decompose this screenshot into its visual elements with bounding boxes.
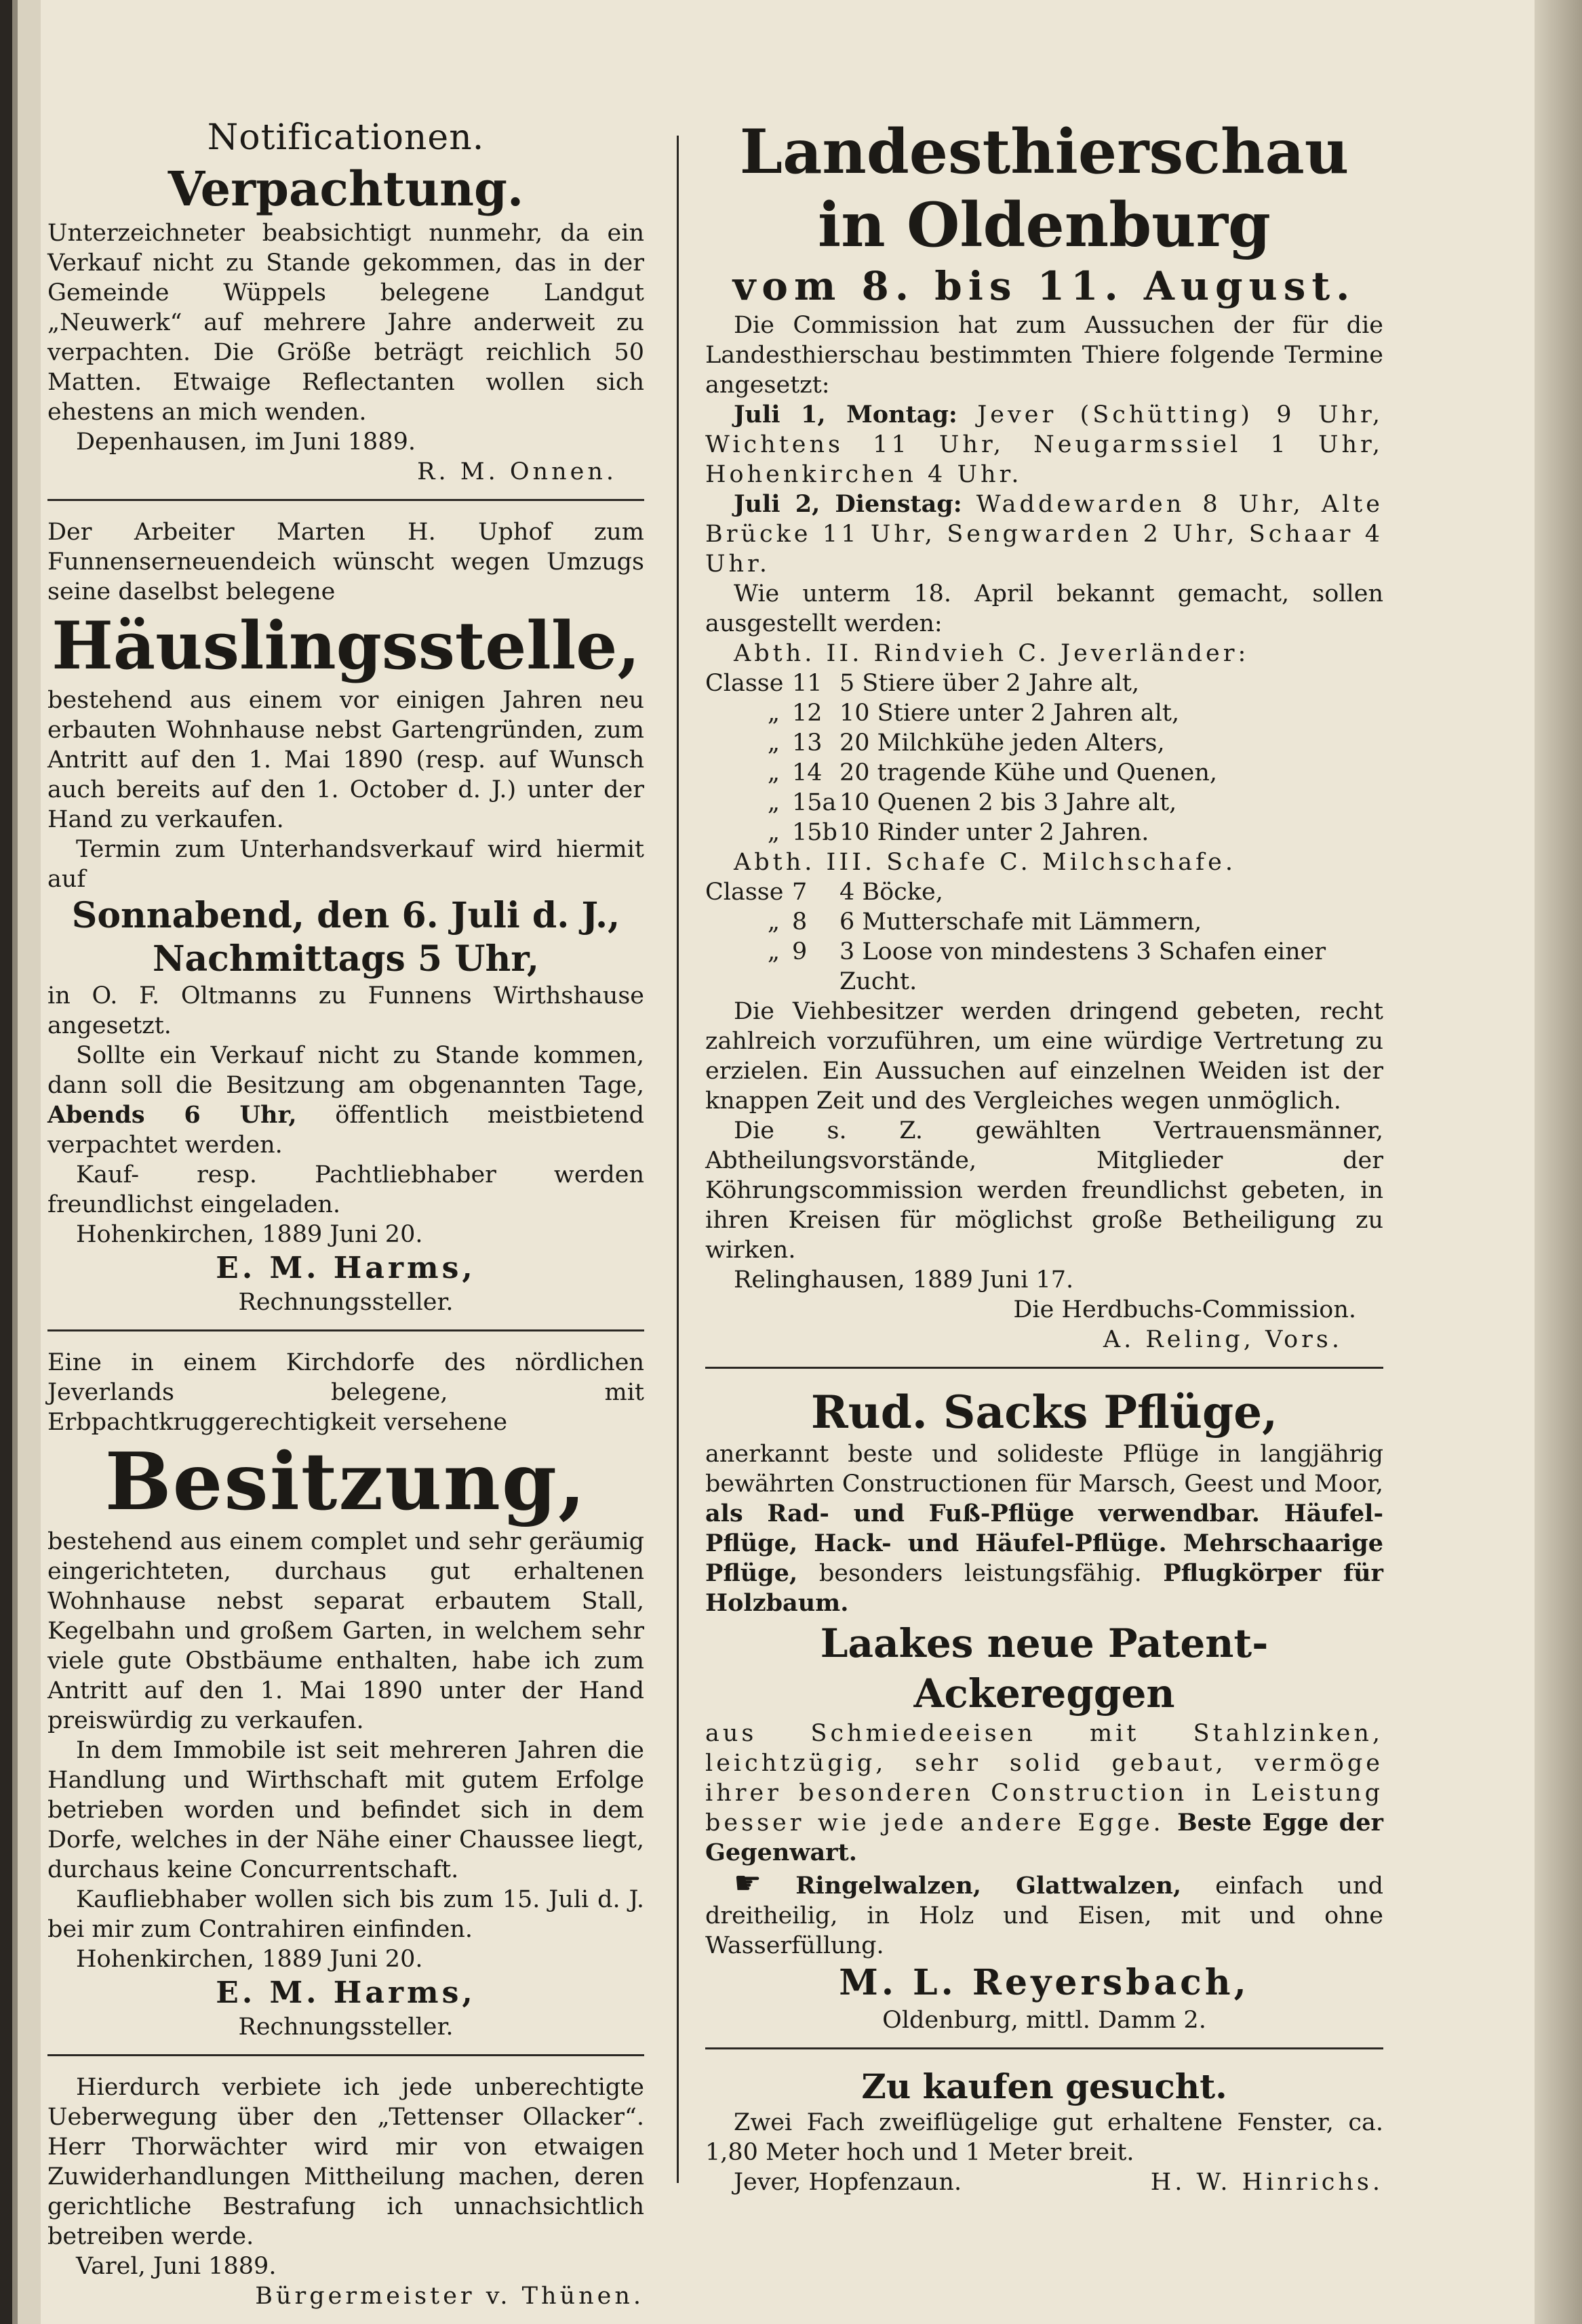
class-row xyxy=(705,728,1383,758)
ad-dates: vom 8. bis 11. August. xyxy=(732,263,1356,309)
divider xyxy=(47,1329,644,1331)
ad-zu-kaufen xyxy=(705,2066,1383,2197)
place-date: Hohenkirchen, 1889 Juni 20. xyxy=(76,1946,423,1973)
text-run-bold: Beste Egge der Gegenwart. xyxy=(705,1809,1383,1866)
ad-body-2: In dem Immobile ist seit mehreren Jahren die Handlung und Wirthschaft mit gutem Erfolge betrieben worden und befindet sich in dem Dorfe, welches in der Nähe einer Chaussee liegt, durchaus keine Concurrentschaft. xyxy=(47,1737,644,1883)
text-run: aus Schmiedeeisen mit Stahlzinken, leichtzügig, sehr solid gebaut, vermöge ihrer besonderen Construction in Leistung besser wie jede andere Egge. xyxy=(705,1720,1383,1837)
class-row xyxy=(705,877,1383,907)
class-pre: „ xyxy=(767,819,780,846)
class-num: 8 xyxy=(792,908,808,936)
class-text: 6 Mutterschafe mit Lämmern, xyxy=(839,908,1202,936)
ad-body-2 xyxy=(705,1719,1383,1868)
signature: E. M. Harms, xyxy=(216,1976,476,2010)
class-row xyxy=(705,818,1383,847)
class-text: 5 Stiere über 2 Jahre alt, xyxy=(839,670,1140,697)
address: Oldenburg, mittl. Damm 2. xyxy=(882,2007,1206,2034)
class-text: 3 Loose von mindestens 3 Schafen einer Zucht. xyxy=(839,938,1326,995)
ad-title-2: Laakes neue Patent-Ackereggen xyxy=(820,1620,1269,1717)
divider xyxy=(47,2054,644,2056)
class-pre: „ xyxy=(767,789,780,816)
text-run-bold: Ringelwalzen, Glattwalzen, xyxy=(795,1872,1182,1900)
signature: H. W. Hinrichs. xyxy=(1150,2169,1383,2196)
class-row xyxy=(705,788,1383,818)
ad-paragraph: Die Viehbesitzer werden dringend gebeten, recht zahlreich vorzuführen, um eine würdige Vertretung zu erzielen. Ein Aussuchen auf einzelnen Weiden ist der knappen Zeit und des Vergleiches wegen unmöglich. xyxy=(705,998,1383,1115)
signature: M. L. Reyersbach, xyxy=(839,1962,1250,2003)
ad-termin: Termin zum Unterhandsverkauf wird hiermit auf xyxy=(47,836,644,893)
class-text: 10 Quenen 2 bis 3 Jahre alt, xyxy=(839,789,1177,816)
class-pre: „ xyxy=(767,729,780,757)
ad-invite: Kauf- resp. Pachtliebhaber werden freundlichst eingeladen. xyxy=(47,1161,644,1218)
text-run-bold: als Rad- und Fuß-Pflüge verwendbar. Häufel-Pflüge, Hack- und Häufel-Pflüge. Mehrschaarige Pflüge, xyxy=(705,1500,1383,1587)
ad-sacks-pfluege xyxy=(705,1385,1383,2035)
ad-title: Rud. Sacks Pflüge, xyxy=(810,1386,1278,1439)
ad-landesthierschau xyxy=(705,115,1383,1355)
class-text: 4 Böcke, xyxy=(839,879,943,906)
signer-role: Rechnungssteller. xyxy=(238,2014,454,2041)
ad-body: bestehend aus einem complet und sehr geräumig eingerichteten, durchaus gut erhaltenen Wohnhause nebst separat erbautem Stall, Kegelbahn und großem Garten, in welchem sehr viele gute Obstbäume enthalten, habe ich zum Antritt auf den 1. Mai 1890 unter der Hand preiswürdig zu verkaufen. xyxy=(47,1528,644,1734)
signature: E. M. Harms, xyxy=(216,1251,476,1285)
ad-verpachtung xyxy=(47,115,644,487)
ad-intro: Die Commission hat zum Aussuchen der für die Landesthierschau bestimmten Thiere folgende Termine angesetzt: xyxy=(705,312,1383,399)
right-column xyxy=(705,115,1383,2197)
class-list-3 xyxy=(705,877,1383,997)
class-text: 10 Stiere unter 2 Jahren alt, xyxy=(839,700,1180,727)
ad-verbot xyxy=(47,2072,644,2311)
divider xyxy=(705,2047,1383,2049)
class-text: 20 Milchkühe jeden Alters, xyxy=(839,729,1165,757)
class-list-2 xyxy=(705,668,1383,847)
text-run-bold: Pflugkörper für Holzbaum. xyxy=(705,1559,1383,1617)
text-run: einfach und dreitheilig, in Holz und Eisen, mit und ohne Wasserfüllung. xyxy=(705,1872,1383,1959)
abteilung-3: Abth. III. Schafe C. Milchschafe. xyxy=(734,849,1236,876)
termin-label: Juli 2, Dienstag: xyxy=(734,490,962,518)
ad-body: Unterzeichneter beabsichtigt nunmehr, da ein Verkauf nicht zu Stande gekommen, das in der Gemeinde Wüppels belegene Landgut „Neuwerk“ auf mehrere Jahre anderweit zu verpachten. Die Größe beträgt reichlich 50 Matten. Etwaige Reflectanten wollen sich ehestens an mich wenden. xyxy=(47,220,644,426)
text-run: anerkannt beste und solideste Pflüge in langjährig bewährten Constructionen für Marsch, Geest und Moor, xyxy=(705,1441,1383,1498)
class-num: 13 xyxy=(792,729,823,757)
text-run: besonders leistungsfähig. xyxy=(818,1560,1142,1587)
signature: A. Reling, Vors. xyxy=(1103,1326,1343,1353)
ad-title-2: in Oldenburg xyxy=(818,189,1271,261)
page-right-edge xyxy=(1535,0,1582,2324)
ad-time-line: Nachmittags 5 Uhr, xyxy=(152,938,540,980)
class-num: 9 xyxy=(792,938,808,965)
class-row xyxy=(705,698,1383,728)
signature: R. M. Onnen. xyxy=(417,458,617,485)
organisation: Die Herdbuchs-Commission. xyxy=(1013,1296,1356,1323)
page-binding-edge xyxy=(0,0,41,2324)
ad-body: bestehend aus einem vor einigen Jahren neu erbauten Wohnhause nebst Gartengründen, zum Antritt auf den 1. Mai 1890 (resp. auf Wunsch auch bereits auf den 1. October d. J.) unter der Hand zu verkaufen. xyxy=(47,687,644,833)
place-date: Depenhausen, im Juni 1889. xyxy=(76,428,416,456)
termin-text: Waddewarden 8 Uhr, Alte Brücke 11 Uhr, Sengwarden 2 Uhr, Schaar 4 Uhr. xyxy=(705,491,1383,578)
class-num: 15a xyxy=(792,789,837,816)
place-date: Relinghausen, 1889 Juni 17. xyxy=(734,1266,1074,1294)
ad-title: Verpachtung. xyxy=(167,161,524,217)
text-run: Sollte ein Verkauf nicht zu Stande kommen, dann soll die Besitzung am obgenannten Tage, xyxy=(47,1042,644,1099)
class-pre: „ xyxy=(767,908,780,936)
class-pre: Classe xyxy=(705,670,784,697)
text-run-bold: Abends 6 Uhr, xyxy=(47,1101,297,1129)
class-num: 12 xyxy=(792,700,823,727)
ad-haeuslingsstelle xyxy=(47,517,644,1317)
place-date: Varel, Juni 1889. xyxy=(76,2253,277,2280)
class-row xyxy=(705,907,1383,937)
ad-location: in O. F. Oltmanns zu Funnens Wirthshause angesetzt. xyxy=(47,982,644,1039)
ad-title: Zu kaufen gesucht. xyxy=(861,2066,1227,2106)
class-text: 20 tragende Kühe und Quenen, xyxy=(839,759,1218,786)
ad-title: Besitzung, xyxy=(104,1436,587,1528)
left-column xyxy=(47,115,644,2311)
termin-day-1 xyxy=(705,400,1383,489)
ad-body: Zwei Fach zweiflügelige gut erhaltene Fenster, ca. 1,80 Meter hoch und 1 Meter breit. xyxy=(705,2109,1383,2166)
ad-paragraph-2: Die s. Z. gewählten Vertrauensmänner, Abtheilungsvorstände, Mitglieder der Köhrungscommission werden freundlichst gebeten, in ihren Kreisen für möglichst große Betheiligung zu wirken. xyxy=(705,1117,1383,1264)
ad-footer xyxy=(705,2167,1383,2197)
section-kicker: Notificationen. xyxy=(207,117,485,158)
pointing-hand-icon: ☛ xyxy=(734,1864,762,1901)
class-pre: „ xyxy=(767,700,780,727)
column-divider xyxy=(677,136,679,2183)
ad-intro: Eine in einem Kirchdorfe des nördlichen Jeverlands belegene, mit Erbpachtkruggerechtigkeit versehene xyxy=(47,1349,644,1436)
class-pre: Classe xyxy=(705,879,784,906)
ad-paragraph xyxy=(47,1041,644,1160)
class-pre: „ xyxy=(767,759,780,786)
signer-role: Rechnungssteller. xyxy=(238,1289,454,1316)
class-num: 14 xyxy=(792,759,823,786)
text-run: öffentlich meistbietend verpachtet werden. xyxy=(47,1102,644,1159)
ad-title: Landesthierschau xyxy=(739,116,1349,188)
divider xyxy=(705,1367,1383,1369)
ad-body: Hierdurch verbiete ich jede unberechtigte Ueberwegung über den „Tettenser Ollacker“. Herr Thorwächter wird mir von etwaigen Zuwiderhandlungen Mittheilung machen, deren gerichtliche Bestrafung ich unnachsichtlich betreiben werde. xyxy=(47,2074,644,2250)
ad-title: Häuslingsstelle, xyxy=(52,607,640,684)
termin-label: Juli 1, Montag: xyxy=(734,401,957,428)
class-num: 7 xyxy=(792,879,808,906)
class-num: 15b xyxy=(792,819,837,846)
termin-day-2 xyxy=(705,489,1383,579)
ad-date-line: Sonnabend, den 6. Juli d. J., xyxy=(71,895,620,936)
class-num: 11 xyxy=(792,670,823,697)
ad-intro: Der Arbeiter Marten H. Uphof zum Funnenserneuendeich wünscht wegen Umzugs seine daselbst belegene xyxy=(47,519,644,605)
rollers-line xyxy=(705,1864,1383,1961)
abteilung-2: Abth. II. Rindvieh C. Jeverländer: xyxy=(734,640,1250,667)
ad-body xyxy=(705,1439,1383,1618)
termin-text: Jever (Schütting) 9 Uhr, Wichtens 11 Uhr, Neugarmssiel 1 Uhr, Hohenkirchen 4 Uhr. xyxy=(705,401,1383,488)
class-pre: „ xyxy=(767,938,780,965)
ad-besitzung xyxy=(47,1348,644,2042)
class-text: 10 Rinder unter 2 Jahren. xyxy=(839,819,1149,846)
class-row xyxy=(705,758,1383,788)
ad-body-3: Kaufliebhaber wollen sich bis zum 15. Juli d. J. bei mir zum Contrahiren einfinden. xyxy=(47,1886,644,1943)
class-row xyxy=(705,937,1383,997)
ad-april-note: Wie unterm 18. April bekannt gemacht, sollen ausgestellt werden: xyxy=(705,580,1383,637)
divider xyxy=(47,499,644,501)
place: Jever, Hopfenzaun. xyxy=(734,2169,962,2196)
class-row xyxy=(705,668,1383,698)
signature: Bürgermeister v. Thünen. xyxy=(255,2283,644,2310)
place-date: Hohenkirchen, 1889 Juni 20. xyxy=(76,1221,423,1248)
